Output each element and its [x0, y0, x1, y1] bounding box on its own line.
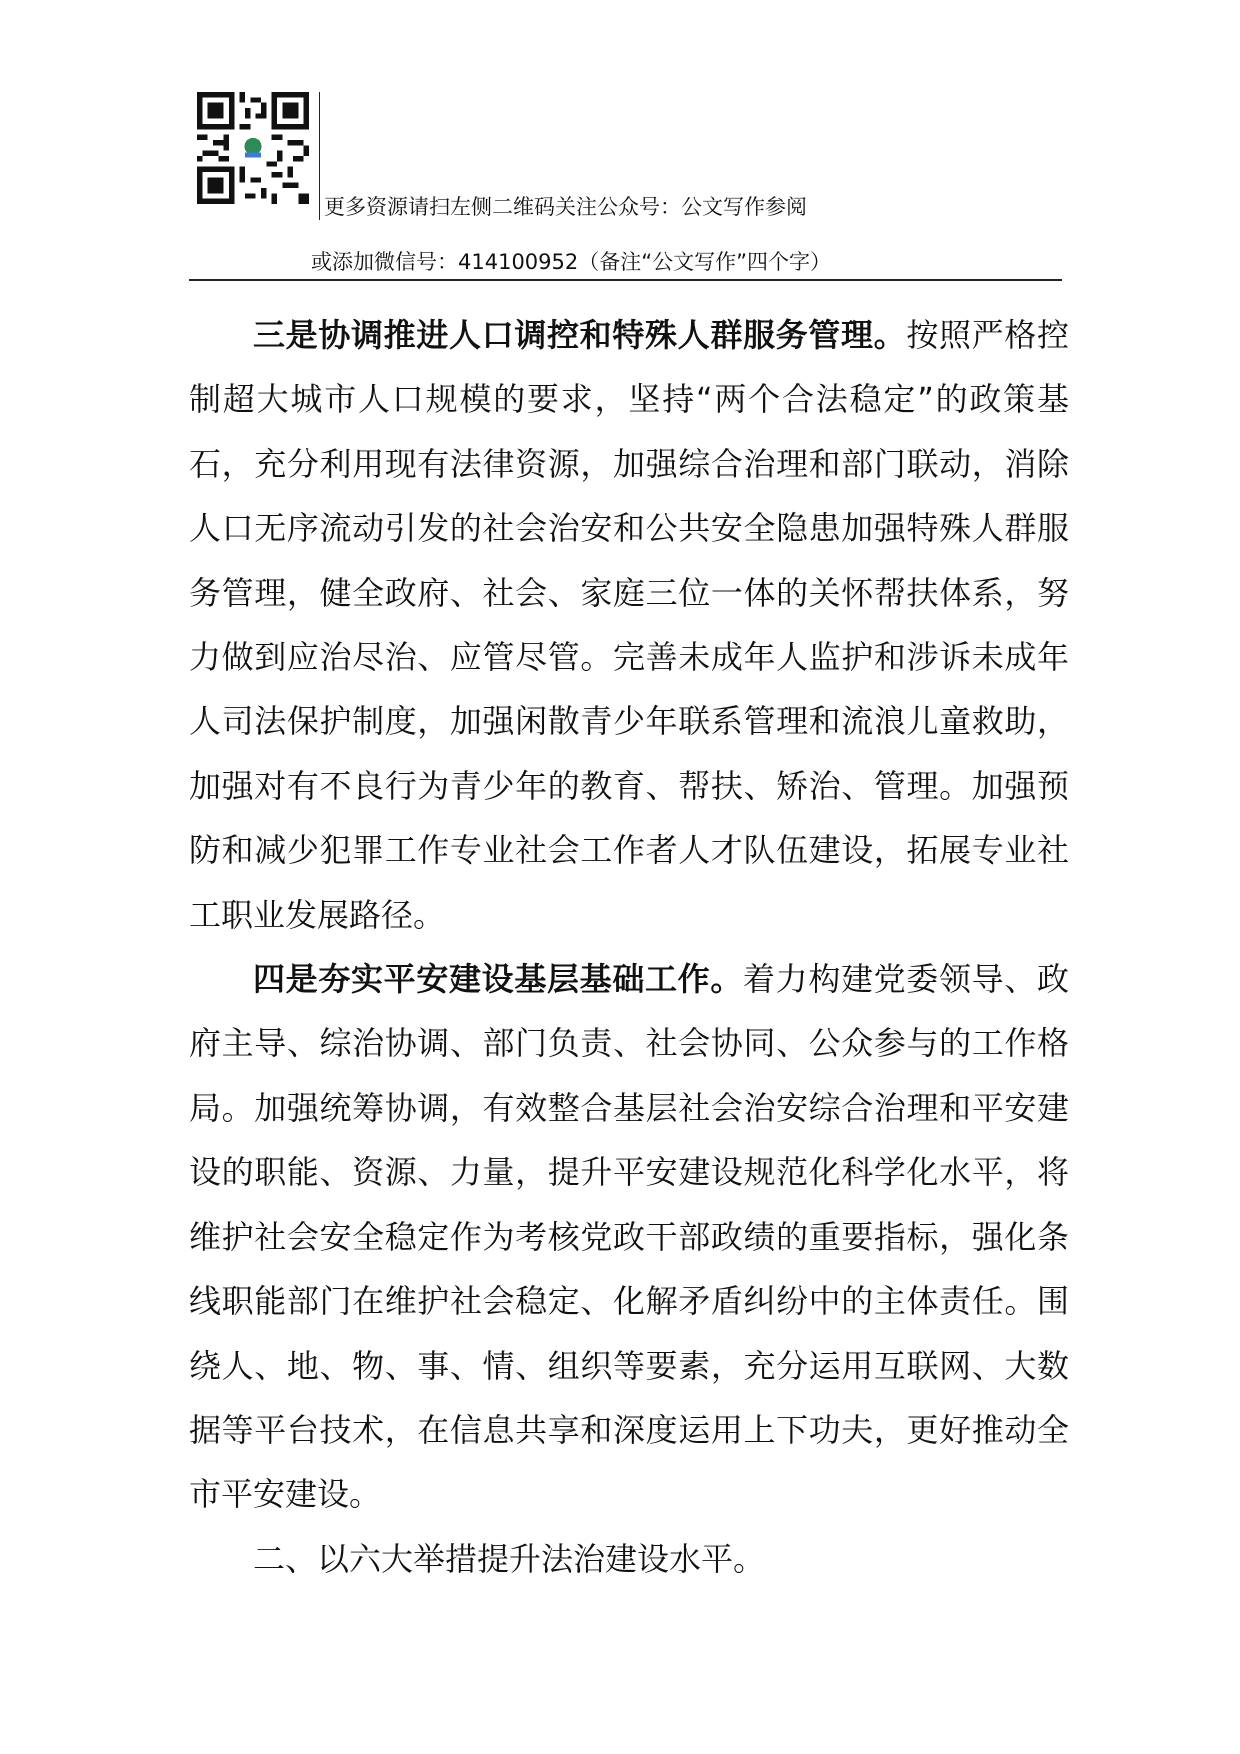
paragraph-text: 按照严格控制超大城市人口规模的要求，坚持“两个合法稳定”的政策基石，充分利用现有法律资源，加强综合治理和部门联动，消除人口无序流动引发的社会治安和公共安全隐患加强特殊人群服务管理，健全政府、社会、家庭三位一体的关怀帮扶体系，努力做到应治尽治、应管尽管。完善未成年人监护和涉诉未成年人司法保护制度，加强闲散青少年联系管理和流浪儿童救助，加强对有不良行为青少年的教育、帮扶、矫治、管理。加强预防和减少犯罪工作专业社会工作者人才队伍建设，拓展专业社工职业发展路径。 — [189, 316, 1069, 934]
header-contact-line: 或添加微信号：414100952（备注“公文写作”四个字） — [311, 250, 832, 274]
section-heading-rule-of-law — [189, 1527, 1069, 1591]
qr-code-icon[interactable] — [197, 92, 309, 204]
header-rule — [189, 279, 1062, 281]
paragraph-population-control — [189, 303, 1069, 947]
paragraph-grassroots-work — [189, 947, 1069, 1527]
paragraph-text: 二、以六大举措提升法治建设水平。 — [253, 1539, 766, 1578]
paragraph-heading: 四是夯实平安建设基层基础工作。 — [253, 960, 743, 999]
document-body — [189, 303, 1069, 1591]
paragraph-heading: 三是协调推进人口调控和特殊人群服务管理。 — [253, 316, 907, 354]
header-divider-vertical — [319, 92, 320, 220]
document-header — [189, 92, 1062, 282]
paragraph-text: 着力构建党委领导、政府主导、综治协调、部门负责、社会协同、公众参与的工作格局。加强统筹协调，有效整合基层社会治安综合治理和平安建设的职能、资源、力量，提升平安建设规范化科学化水平，将维护社会安全稳定作为考核党政干部政绩的重要指标，强化条线职能部门在维护社会稳定、化解矛盾纠纷中的主体责任。围绕人、地、物、事、情、组织等要素，充分运用互联网、大数据等平台技术，在信息共享和深度运用上下功夫，更好推动全市平安建设。 — [189, 960, 1069, 1514]
header-promo-line: 更多资源请扫左侧二维码关注公众号：公文写作参阅 — [324, 195, 807, 219]
